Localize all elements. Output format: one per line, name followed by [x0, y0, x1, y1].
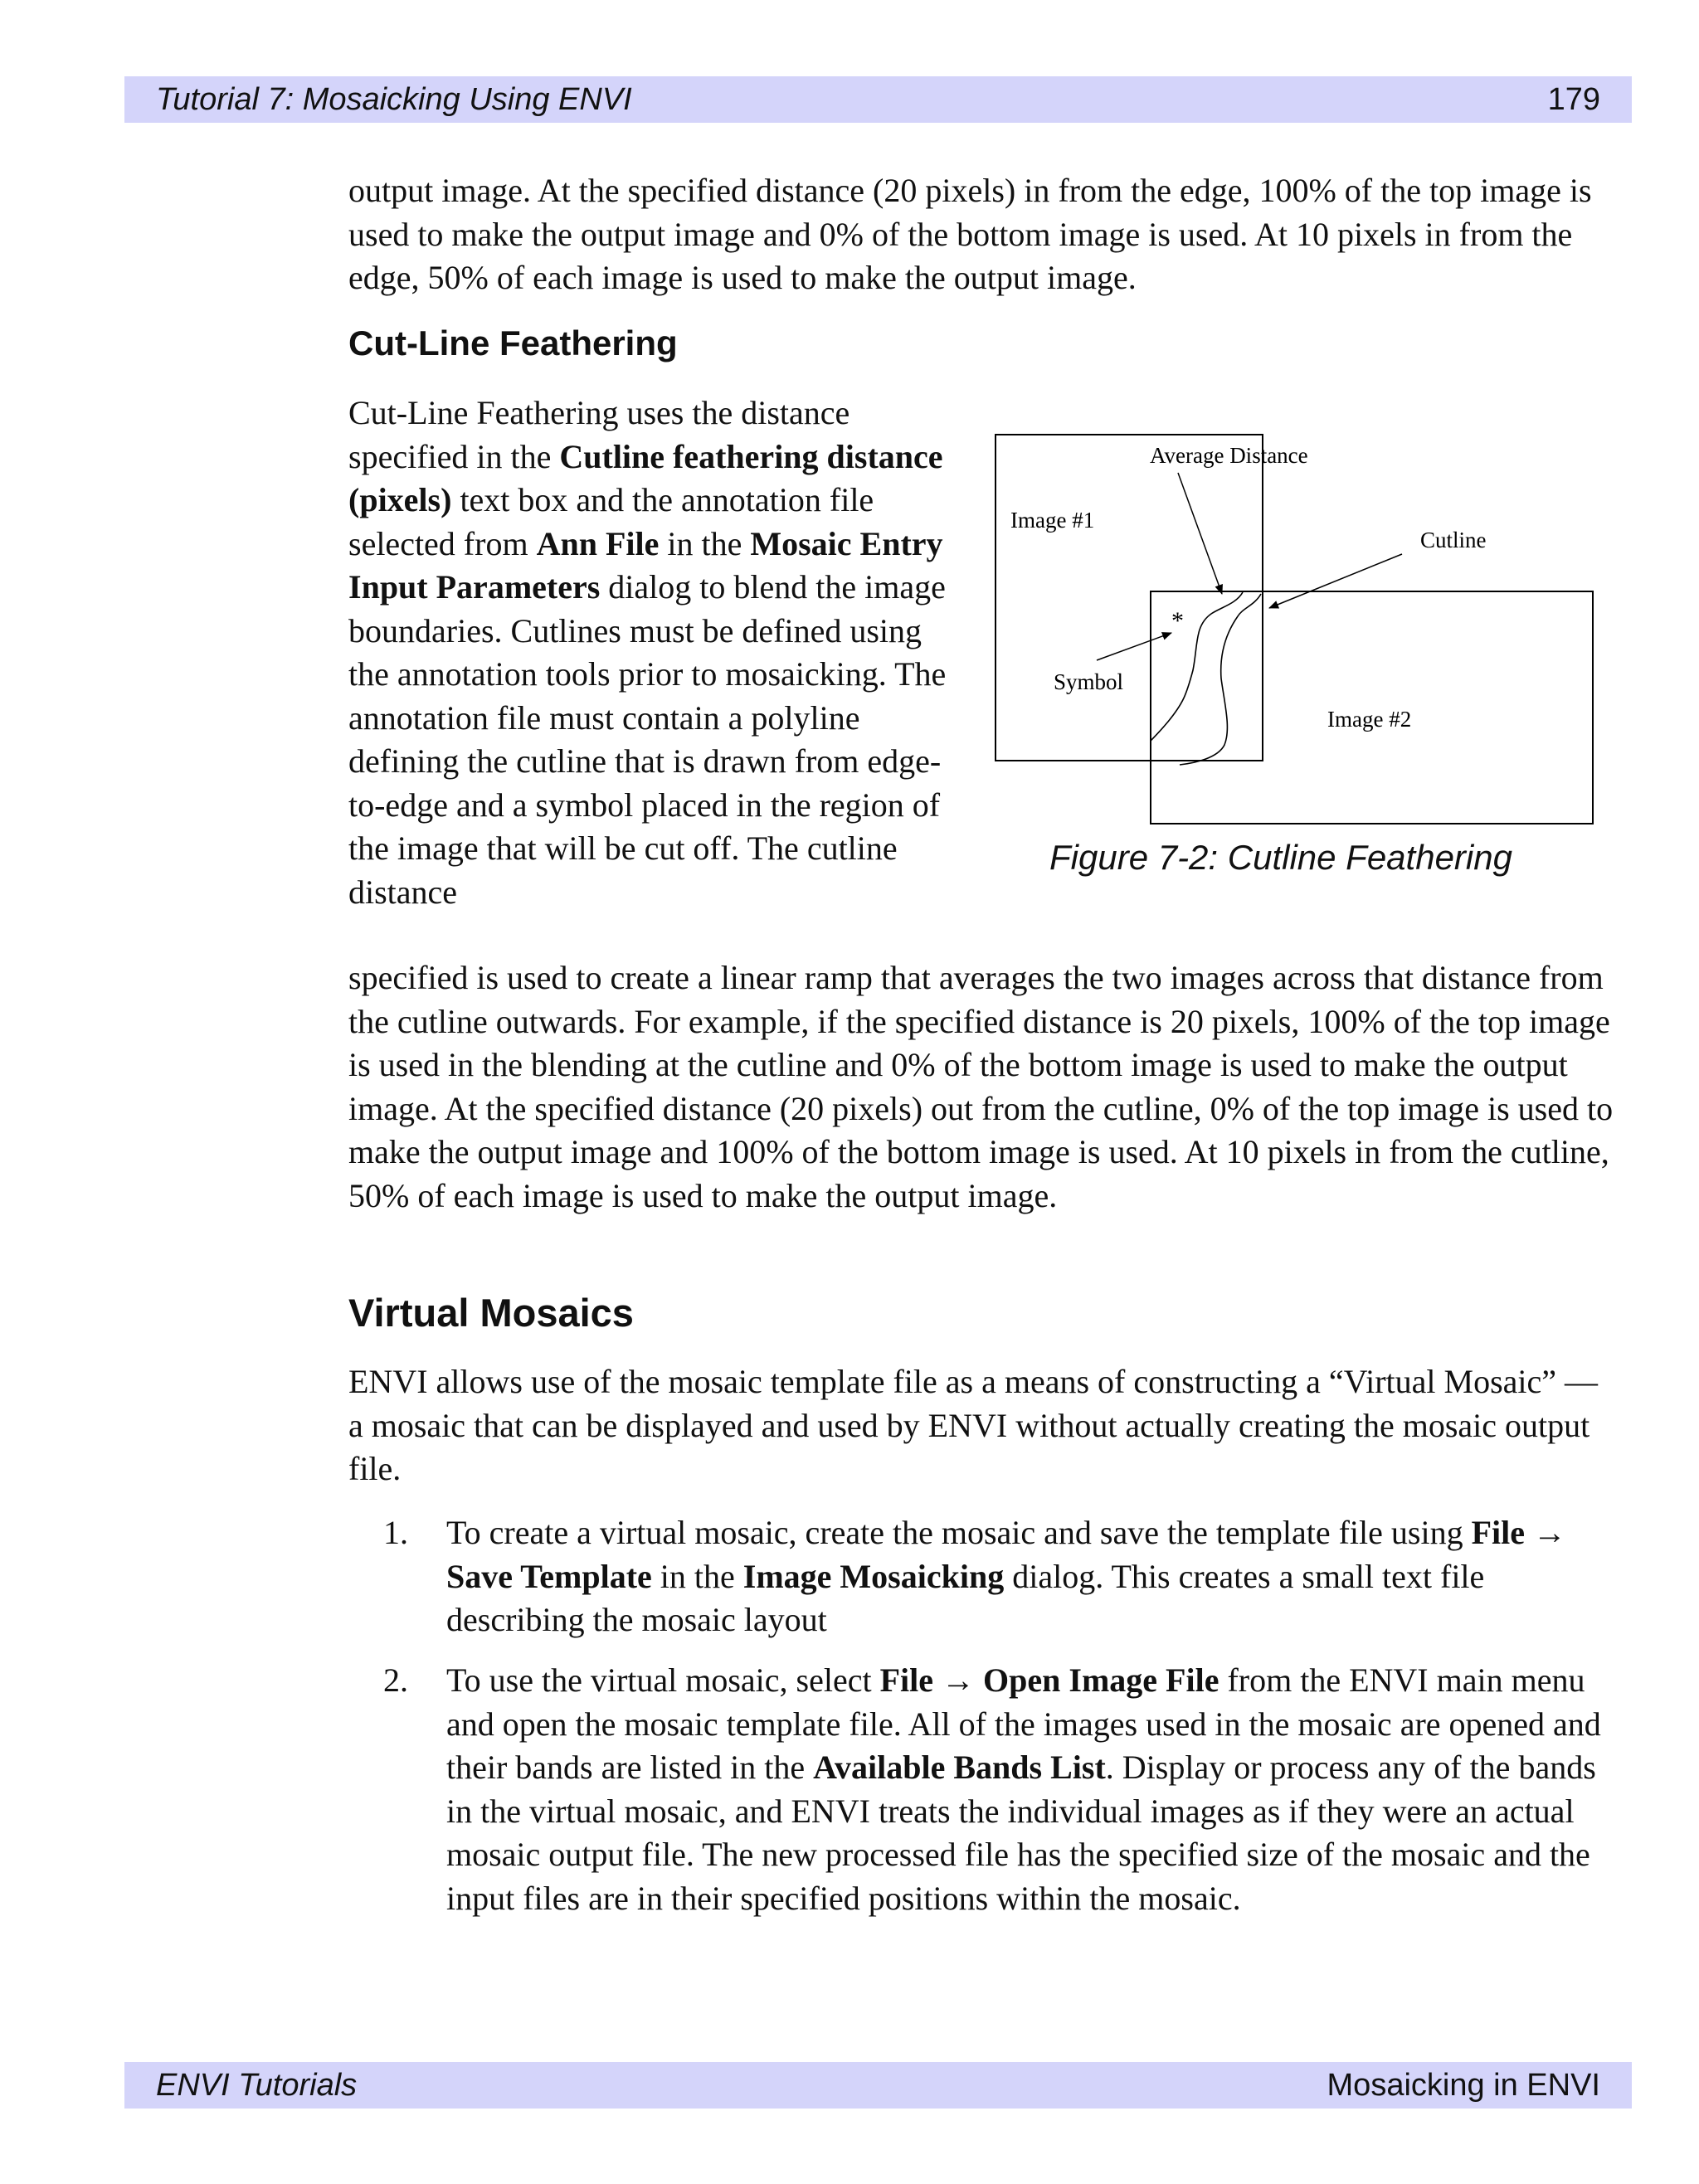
cutline-arrow — [1269, 554, 1402, 608]
page-number: 179 — [1547, 81, 1600, 117]
cutline-paragraph-continued: specified is used to create a linear ramp that averages the two images across that distance from the cutline outwards. For example, if the specified distance is 20 pixels, 100% of the top image is used in the blending at the cutline and 0% of the bottom image is used to make the output image. At the specified distance (20 pixels) out from the cutline, 0% of the top image is used to make the output image and 100% of the bottom image is used. At 10 pixels in from the cutline, 50% of each image is used to make the output image. — [348, 959, 1614, 1214]
step1-text-2: in the — [651, 1557, 743, 1595]
figure-caption: Figure 7-2: Cutline Feathering — [1049, 838, 1512, 877]
cutline-text-3: in the — [659, 524, 751, 562]
step2-text-1: To use the virtual mosaic, select — [446, 1661, 880, 1699]
cutline-curve — [1180, 594, 1261, 765]
step1-arrow: → — [1525, 1514, 1566, 1551]
figure-symbol-mark: * — [1171, 607, 1184, 635]
virtual-intro-paragraph: ENVI allows use of the mosaic template file as a means of constructing a “Virtual Mosaic” — a mosaic that can be displayed and used by ENVI without actually creating the mosaic output file. — [348, 1363, 1599, 1487]
cutline-bold-2: Ann File — [536, 524, 660, 562]
symbol-arrow — [1097, 633, 1171, 660]
step1-bold-save-template: Save Template — [446, 1557, 652, 1595]
step1-bold-file: File — [1471, 1514, 1525, 1551]
page-footer — [124, 2062, 1632, 2109]
cutline-text-2: text box and the annotation file selected from — [348, 481, 874, 562]
intro-paragraph: output image. At the specified distance (20 pixels) in from the edge, 100% of the top image is used to make the output image and 0% of the bottom image is used. At 10 pixels in from the edge, 50% of each image is used to make the output image. — [348, 172, 1592, 296]
image1-box — [996, 435, 1263, 761]
step2-bold-file: File — [879, 1661, 934, 1699]
figure-label-image1: Image #1 — [1010, 508, 1095, 533]
cutline-text-1: Cut-Line Feathering uses the distance specified in the — [348, 394, 850, 475]
page-header — [124, 76, 1632, 123]
figure-label-average-distance: Average Distance — [1150, 443, 1308, 468]
figure-label-symbol: Symbol — [1054, 669, 1124, 694]
list-item — [348, 1659, 1618, 1920]
cutline-bold-3: Mosaic Entry Input Parameters — [348, 524, 943, 606]
average-distance-arrow — [1178, 473, 1222, 594]
cutline-text-4: dialog to blend the image boundaries. Cutlines must be defined using the annotation tools prior to mosaicking. The annotation file must contain a polyline defining the cutline that is drawn from edge-to-edge and a symbol placed in the region of the image that will be cut off. The cutline distance — [348, 568, 947, 911]
step2-arrow: → — [933, 1661, 984, 1699]
step2-bold-available-bands-list: Available Bands List — [813, 1749, 1106, 1786]
list-number: 1. — [383, 1514, 408, 1551]
figure-label-cutline: Cutline — [1420, 528, 1487, 552]
cutline-bold-1: Cutline feathering distance (pixels) — [348, 437, 943, 518]
step2-text-3: . Display or process any of the bands in the virtual mosaic, and ENVI treats the individual images as if they were an actual mosaic output file. The new processed file has the specified size of the mosaic and the input files are in their specified positions within the mosaic. — [446, 1749, 1596, 1917]
step1-text-1: To create a virtual mosaic, create the mosaic and save the template file using — [446, 1514, 1472, 1551]
list-number: 2. — [383, 1661, 408, 1699]
step1-bold-image-mosaicking: Image Mosaicking — [742, 1557, 1005, 1595]
step1-text-3: dialog. This creates a small text file describing the mosaic layout — [446, 1557, 1485, 1638]
section-heading-virtual: Virtual Mosaics — [348, 1291, 634, 1335]
cutline-feathering-figure — [987, 430, 1601, 828]
header-title: Tutorial 7: Mosaicking Using ENVI — [156, 81, 632, 117]
step2-bold-open-image-file: Open Image File — [983, 1661, 1219, 1699]
cutline-paragraph-wrapped — [348, 392, 962, 914]
figure-label-image2: Image #2 — [1327, 707, 1412, 732]
average-distance-curve — [1151, 592, 1243, 741]
footer-left: ENVI Tutorials — [156, 2067, 358, 2103]
footer-right: Mosaicking in ENVI — [1327, 2067, 1600, 2103]
section-heading-cutline: Cut-Line Feathering — [348, 323, 678, 362]
list-item — [348, 1511, 1618, 1642]
step2-text-2: from the ENVI main menu and open the mosaic template file. All of the images used in the mosaic are opened and their bands are listed in the — [446, 1661, 1601, 1786]
